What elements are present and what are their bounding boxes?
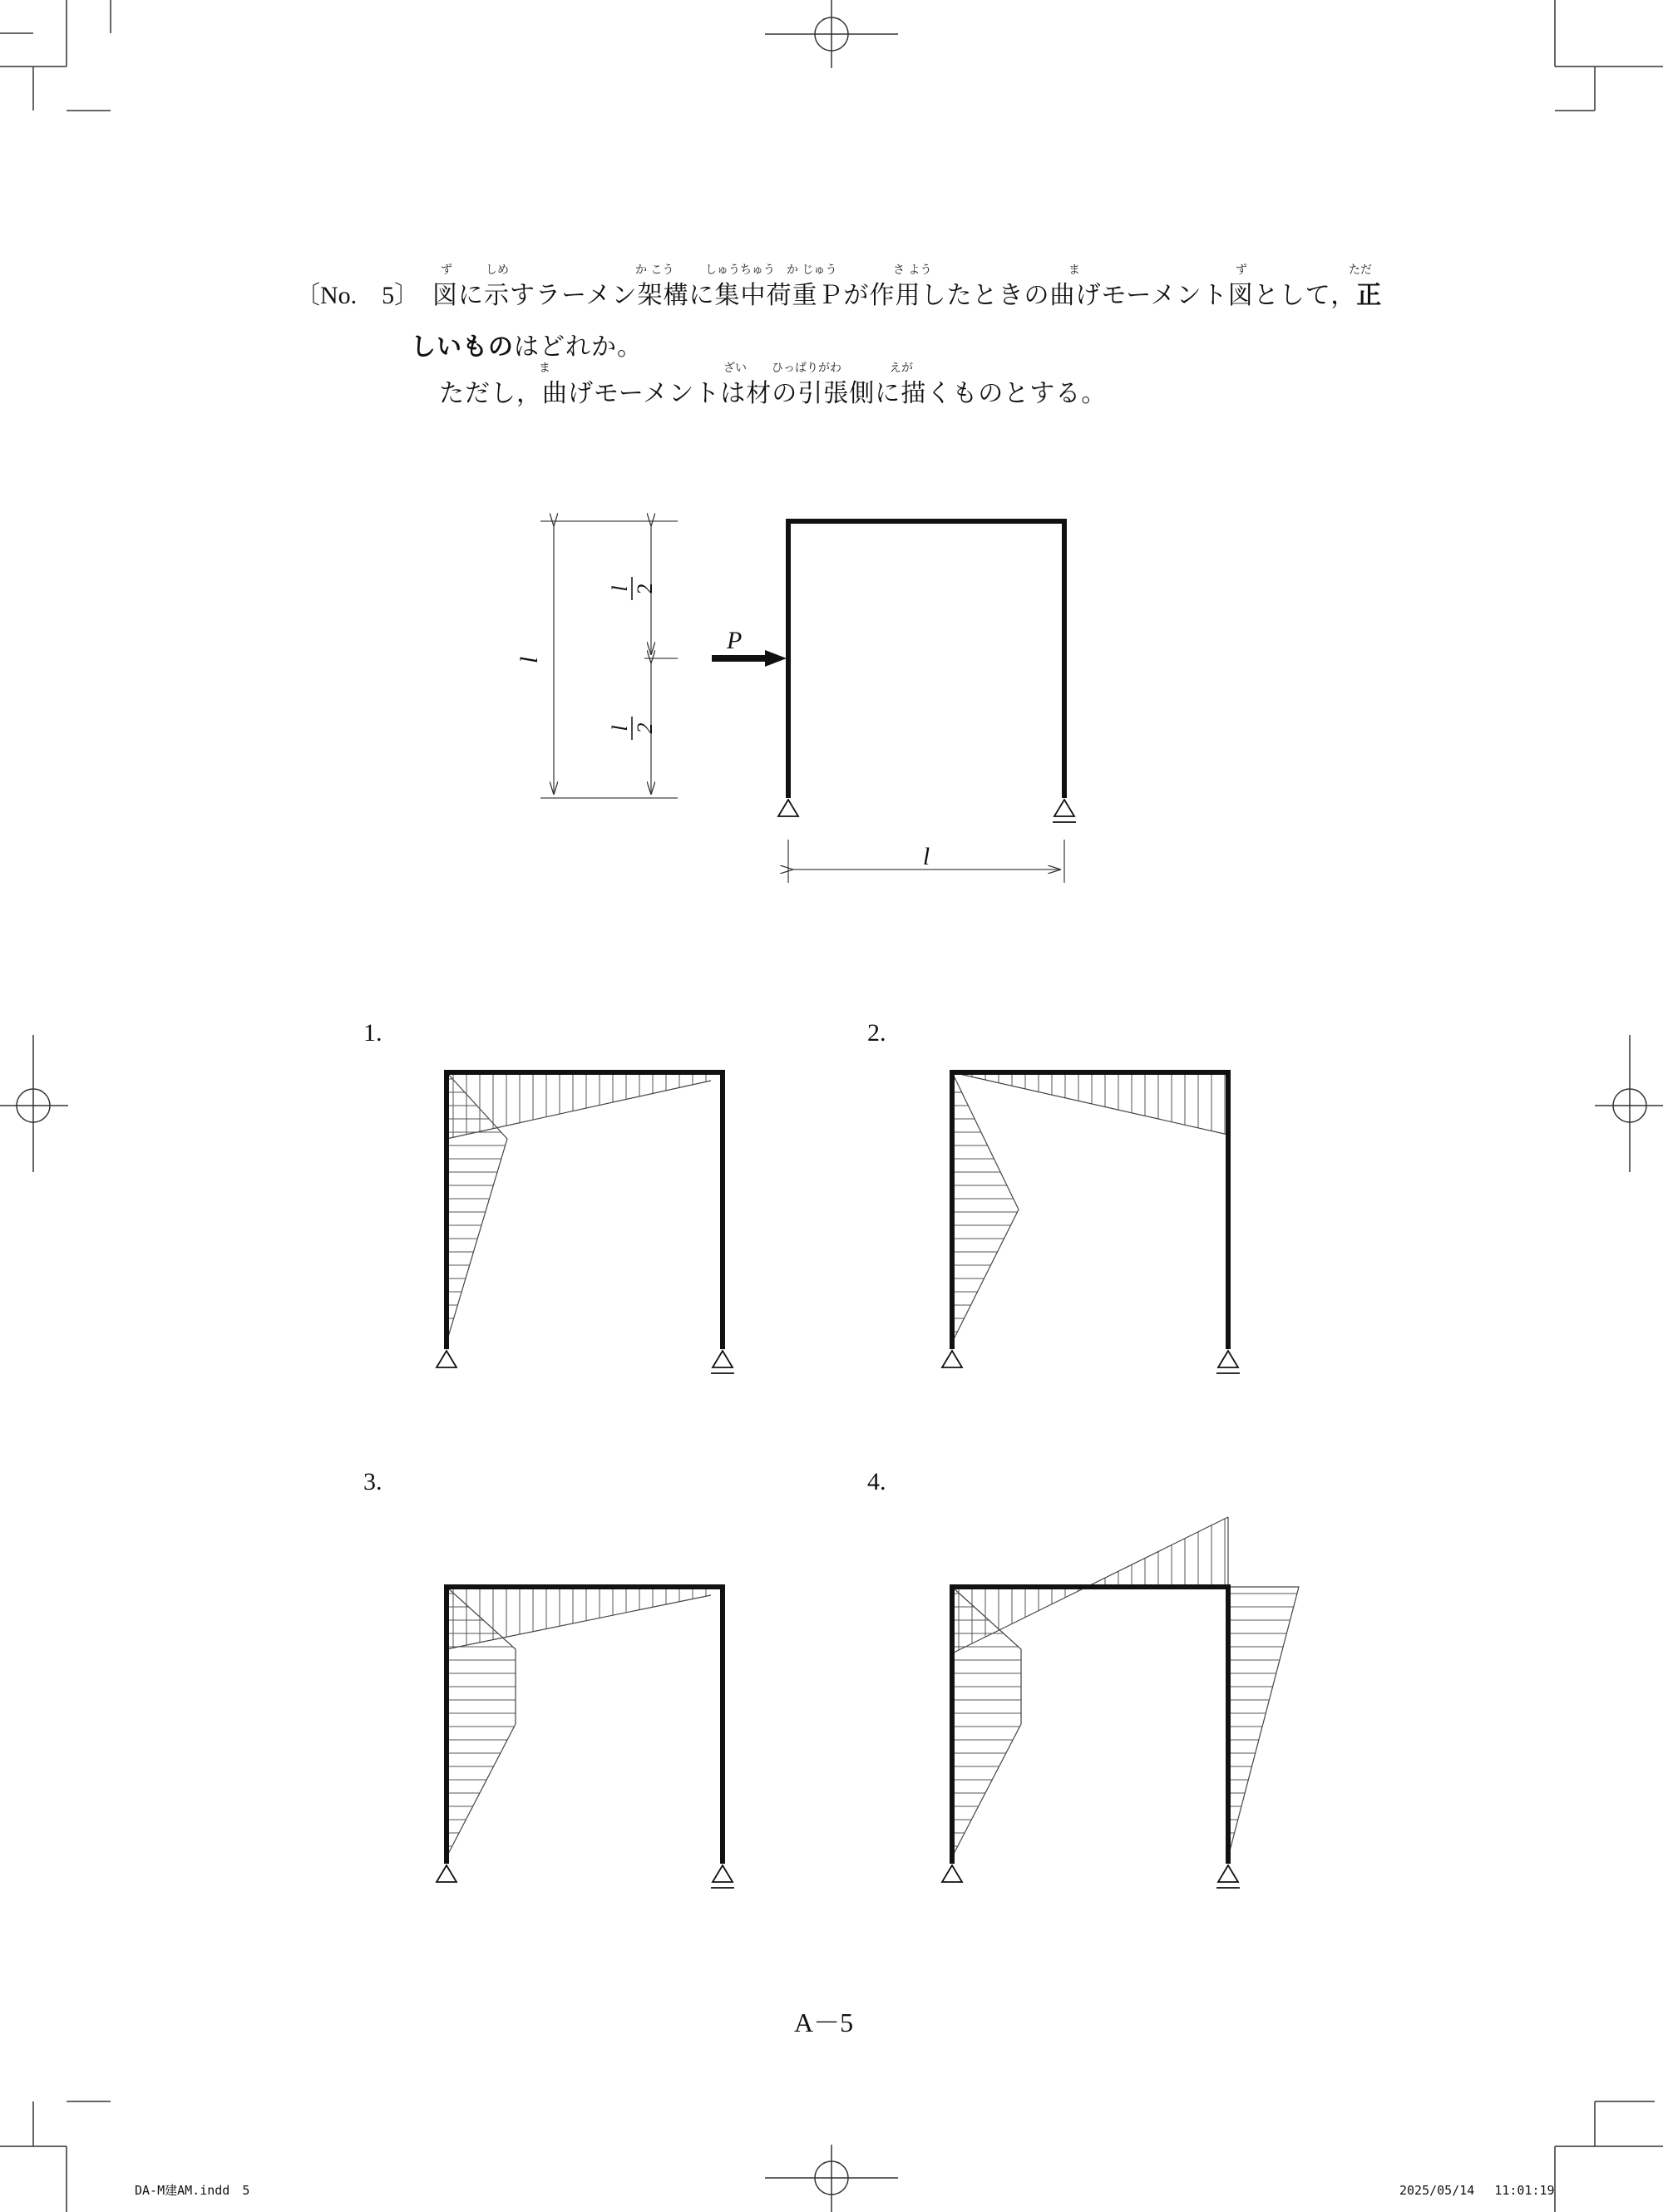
beam-moment-hatch-outline [952,1072,1228,1135]
frame-members [447,1072,723,1349]
half-lower-numerator: l [608,725,632,732]
footer-timestamp: 2025/05/14 11:01:19 [1399,2183,1555,2198]
pin-support [942,1865,962,1882]
roller-support [1218,1865,1238,1882]
ruby-shuuchuu: しゅうちゅう [705,264,775,277]
ruby-sayou: さ よう [893,264,932,277]
option-1-label[interactable]: 1. [363,1019,382,1047]
question-line-3: ただし，曲げモーメントは材の引張側に描くものとする。 [439,379,1108,408]
pin-support [942,1351,962,1367]
option-4-diagram[interactable] [942,1517,1299,1888]
ruby-shime: しめ [486,264,509,277]
option-2-diagram[interactable] [942,1072,1240,1373]
half-upper-denominator: 2 [633,583,657,594]
right-column-moment-hatch-outline [1228,1587,1299,1857]
question-bold-phrase: しいもの [411,333,514,362]
pin-support [437,1865,456,1882]
left-column-moment-hatch-outline [447,1587,516,1857]
roller-support [1218,1351,1238,1367]
ruby-ma: ま [1068,264,1080,277]
option-3-label[interactable]: 3. [363,1468,382,1495]
question-line-1-end: 正 [1356,281,1383,310]
footer-file-info: DA-M建AM.indd 5 [135,2183,250,2198]
frame-members [952,1072,1228,1349]
length-label-horizontal: l [922,843,930,870]
page-number: A－5 [794,2008,854,2037]
roller-support [713,1351,733,1367]
load-label: P [727,627,743,654]
length-label-vertical: l [516,656,543,664]
left-column-moment-hatch-outline [447,1072,507,1342]
ruby-zu-2: ず [1236,264,1247,277]
pin-support [437,1351,456,1367]
question-line-2-text: はどれか。 [514,333,643,362]
ruby-tada: ただ [1349,264,1372,277]
question-number: 〔No. 5〕 [295,282,420,309]
option-1-diagram[interactable] [437,1072,734,1373]
half-upper-numerator: l [608,585,632,592]
ruby-zu: ず [441,264,452,277]
beam-moment-hatch-outline [447,1081,711,1139]
left-column-moment-hatch-outline [952,1587,1021,1857]
ruby-hippari: ひっぱりがわ [772,362,841,375]
ruby-ma-2: ま [539,362,550,375]
option-2-label[interactable]: 2. [867,1019,886,1047]
roller-support [713,1865,733,1882]
left-column-moment-hatch-outline [952,1072,1019,1342]
frame-members [952,1587,1228,1864]
question-line-1-text: 図に示すラーメン架構に集中荷重Ｐが作用したときの曲げモーメント図として， [432,281,1357,310]
ruby-kajuu: か じゅう [787,264,837,277]
half-lower-denominator: 2 [633,722,657,734]
ruby-zai: ざい [723,362,747,375]
option-3-diagram[interactable] [437,1587,734,1888]
ruby-ega: えが [890,362,913,375]
option-4-label[interactable]: 4. [867,1468,886,1495]
frame-members [447,1587,723,1864]
ruby-kakou: か こう [635,264,674,277]
